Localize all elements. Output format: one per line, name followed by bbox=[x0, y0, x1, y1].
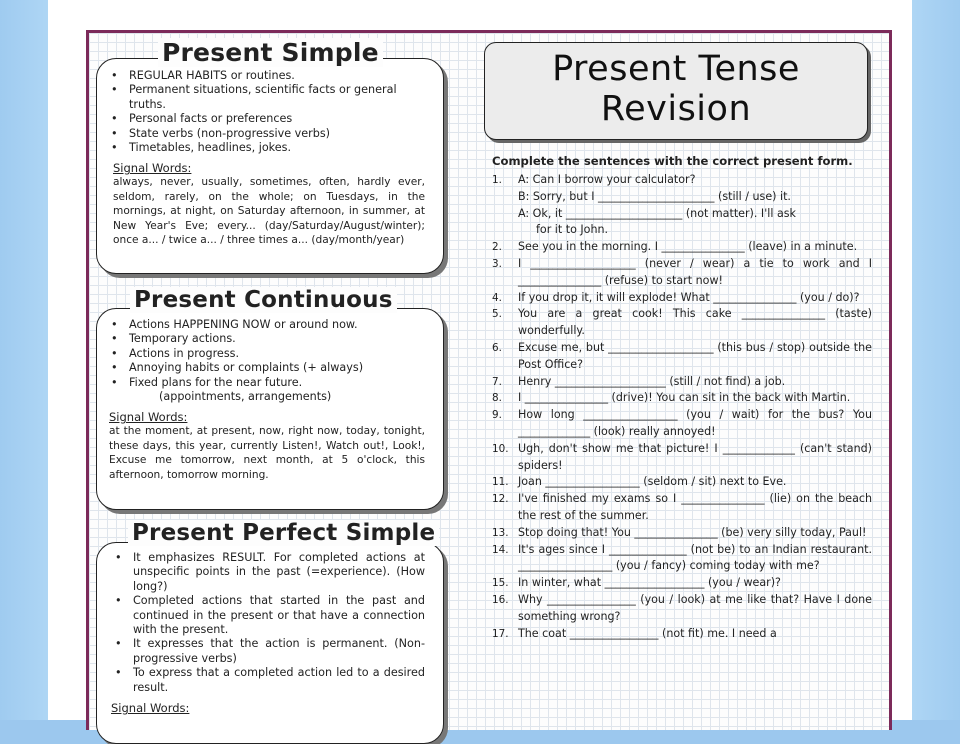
present-continuous-title: Present Continuous bbox=[130, 287, 397, 313]
exercise-item: 9. How long _________________ (you / wait) for the bus? You _____________ (look) really annoyed! bbox=[492, 408, 872, 438]
exercise-item: 6. Excuse me, but ___________________ (this bus / stop) outside the Post Office? bbox=[492, 340, 872, 371]
exercise-item: 13. Stop doing that! You _______________ (be) very silly today, Paul! bbox=[492, 525, 867, 539]
signal-words-label: Signal Words: bbox=[109, 410, 188, 425]
worksheet-title-line1: Present Tense bbox=[552, 49, 800, 89]
rule-item: • Fixed plans for the near future. bbox=[111, 375, 303, 389]
exercise-item: 3. I ___________________ (never / wear) a tie to work and I _______________ (refuse) to start now! bbox=[492, 256, 872, 287]
exercise-item: 8. I _______________ (drive)! You can sit in the back with Martin. bbox=[492, 391, 851, 405]
rule-item: • Personal facts or preferences bbox=[111, 112, 293, 126]
rule-sub-item: (appointments, arrangements) bbox=[159, 390, 332, 404]
exercise-item: 7. Henry ____________________ (still / not find) a job. bbox=[492, 374, 786, 388]
exercise-item: 5. You are a great cook! This cake _______________ (taste) wonderfully. bbox=[492, 307, 872, 338]
rule-item: • To express that a completed action led to a desired result. bbox=[115, 666, 425, 694]
rule-item: • Permanent situations, scientific facts or general truths. bbox=[111, 83, 397, 111]
exercise-item: 14. It's ages since I ______________ (not be) to an Indian restaurant. _________________ (you / fancy) coming today with me? bbox=[492, 542, 872, 573]
rule-item: • Completed actions that started in the past and continued in the present or that have a connection with the present. bbox=[115, 594, 425, 637]
exercise-instruction: Complete the sentences with the correct present form. bbox=[492, 154, 853, 168]
rule-item: • Actions in progress. bbox=[111, 346, 240, 360]
present-simple-title: Present Simple bbox=[158, 38, 383, 67]
present-continuous-box bbox=[96, 308, 444, 510]
exercise-list bbox=[492, 172, 872, 642]
exercise-item: 4. If you drop it, it will explode! What _______________ (you / do)? bbox=[492, 290, 860, 304]
signal-words-label: Signal Words: bbox=[113, 161, 192, 176]
rule-item: • Actions HAPPENING NOW or around now. bbox=[111, 318, 358, 331]
signal-words-label: Signal Words: bbox=[111, 701, 190, 716]
exercise-item: 1. A: Can I borrow your calculator? B: Sorry, but I _____________________ (still / use) it. A: Ok, it _____________________ (not matter). I'll ask for it to John. bbox=[492, 173, 796, 237]
rule-item: • Annoying habits or complaints (+ always) bbox=[111, 361, 364, 375]
present-perfect-box bbox=[96, 542, 444, 744]
exercise-item: 2. See you in the morning. I _______________ (leave) in a minute. bbox=[492, 240, 858, 254]
worksheet-title-line2: Revision bbox=[600, 89, 752, 129]
rule-item: • It emphasizes RESULT. For completed actions at unspecific points in the past (=experience). (How long?) bbox=[115, 551, 425, 593]
rule-item: • REGULAR HABITS or routines. bbox=[111, 69, 295, 82]
exercise-item: 10. Ugh, don't show me that picture! I _____________ (can't stand) spiders! bbox=[492, 441, 872, 472]
rule-item: • State verbs (non-progressive verbs) bbox=[111, 126, 331, 140]
rule-item: • Temporary actions. bbox=[111, 332, 236, 346]
present-simple-box bbox=[96, 58, 444, 274]
present-perfect-title: Present Perfect Simple bbox=[128, 520, 439, 546]
worksheet-title-box bbox=[484, 42, 868, 140]
rule-item: • It expresses that the action is permanent. (Non-progressive verbs) bbox=[115, 637, 425, 665]
exercise-item: 15. In winter, what __________________ (you / wear)? bbox=[492, 576, 781, 590]
rule-item: • Timetables, headlines, jokes. bbox=[111, 141, 292, 155]
signal-words-text: at the moment, at present, now, right now, today, tonight, these days, this year, currently Listen!, Watch out!, Look!, Excuse me tomorrow, next month, at 5 o'clock, this afternoon, tomorrow morning. bbox=[109, 425, 425, 481]
signal-words-text: always, never, usually, sometimes, often, hardly ever, seldom, rarely, on the whole; on Tuesdays, in the mornings, at night, on Saturday afternoon, in summer, at New Year's Eve; every... (day/Saturday/August/winter); once a... / twice a... / three times a... (day/month/year) bbox=[113, 176, 425, 247]
exercise-item: 17. The coat ________________ (not fit) me. I need a bbox=[492, 626, 777, 640]
exercise-item: 16. Why ________________ (you / look) at me like that? Have I done something wrong? bbox=[492, 592, 872, 623]
exercise-item: 12. I've finished my exams so I _______________ (lie) on the beach the rest of the summer. bbox=[492, 492, 872, 522]
exercise-item: 11. Joan _________________ (seldom / sit) next to Eve. bbox=[492, 475, 787, 489]
